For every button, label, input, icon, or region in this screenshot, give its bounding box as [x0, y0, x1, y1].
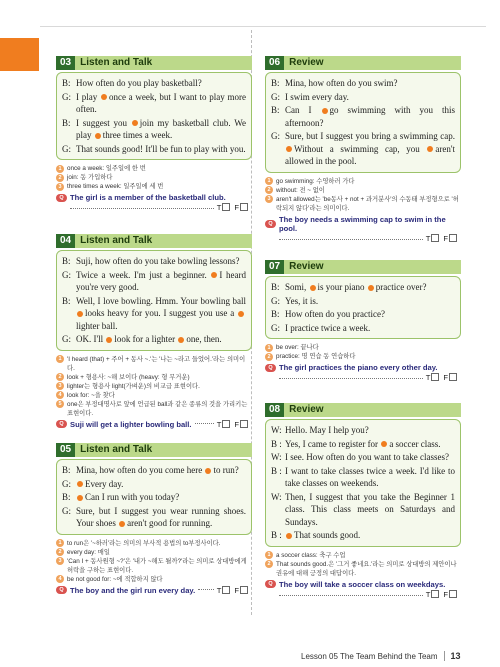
line-text: Yes, it is.: [285, 295, 319, 306]
notes-list: [56, 539, 252, 584]
dotted-leader: [279, 590, 423, 596]
true-checkbox[interactable]: [222, 203, 230, 211]
false-checkbox[interactable]: [449, 373, 457, 381]
dialogue-line: [62, 505, 246, 530]
dialogue-line: [271, 438, 455, 451]
speaker: B:: [62, 492, 71, 502]
true-false-question: [56, 193, 252, 202]
dotted-leader: [70, 203, 214, 209]
line-text: Mina, how often do you come here: [76, 465, 205, 475]
note-item: [56, 557, 252, 575]
note-number-icon: 1: [56, 355, 64, 363]
speaker: G:: [62, 505, 71, 516]
line-text: Twice a week. I'm just a beginner.: [76, 269, 211, 280]
page-footer: [301, 651, 461, 661]
section-08: [265, 403, 461, 599]
note-item: [265, 195, 461, 213]
line-text: looks heavy for you. I suggest you use a: [85, 308, 237, 318]
note-text: go swimming: 수영하러 가다: [276, 177, 355, 185]
dialogue-box: [265, 419, 461, 547]
note-number-icon: 3: [56, 557, 64, 565]
note-item: [265, 551, 461, 560]
section-number: 03: [56, 56, 75, 70]
true-checkbox[interactable]: [431, 373, 439, 381]
dialogue-line: [62, 295, 246, 333]
dialogue-box: [56, 459, 252, 535]
true-checkbox[interactable]: [431, 234, 439, 242]
section-header: [265, 403, 461, 417]
note-number-icon: 4: [56, 391, 64, 399]
note-marker-icon: [238, 311, 244, 317]
note-text: lighter는 형용사 light(가벼운)의 비교급 표현이다.: [67, 382, 200, 390]
line-text: I practice twice a week.: [285, 322, 371, 333]
line-text: Well, I love bowling. Hmm. Your bowling ball: [76, 295, 246, 306]
line-text: Then, I suggest that you take the Beginner 1 class. This class meets on Saturdays and Sundays.: [285, 491, 455, 527]
note-marker-icon: [95, 133, 101, 139]
note-marker-icon: [368, 285, 374, 291]
note-text: to run은 '~하러'라는 의미의 부사적 용법의 to부정사이다.: [67, 539, 221, 547]
false-label: F: [234, 203, 239, 212]
note-number-icon: 2: [56, 548, 64, 556]
line-text: That sounds good.: [294, 530, 361, 540]
notes-list: [265, 551, 461, 578]
note-item: [56, 382, 252, 391]
tf-answer-row: [265, 590, 461, 599]
speaker: B:: [271, 105, 280, 115]
section-header: [56, 234, 252, 248]
note-marker-icon: [286, 533, 292, 539]
true-checkbox[interactable]: [222, 420, 230, 428]
false-checkbox[interactable]: [240, 420, 248, 428]
section-number: 07: [265, 260, 284, 274]
dialogue-line: [271, 491, 455, 529]
dialogue-line: [62, 269, 246, 294]
speaker: G:: [62, 91, 71, 102]
line-text: to run?: [213, 465, 239, 475]
false-checkbox[interactable]: [449, 590, 457, 598]
note-text: a soccer class: 축구 수업: [276, 551, 346, 559]
section-number: 06: [265, 56, 284, 70]
true-false-question: [265, 363, 461, 372]
line-text: a soccer class.: [389, 438, 441, 449]
note-text: aren't allowed는 'be동사 + not + 과거분사'의 수동태 부정형으로 '허락되지 않다'라는 의미이다.: [276, 195, 459, 212]
true-label: T: [425, 233, 431, 243]
tf-question-icon: Q: [56, 420, 67, 428]
speaker: B:: [62, 465, 71, 475]
dialogue-line: [271, 91, 455, 104]
line-text: I want to take classes twice a week. I'd like to take classes on weekends.: [285, 465, 455, 488]
section-title: Listen and Talk: [75, 56, 252, 70]
dialogue-line: [271, 308, 455, 321]
note-item: [56, 539, 252, 548]
speaker: B:: [62, 295, 71, 306]
tf-question-icon: Q: [265, 220, 276, 228]
note-text: without: 전 ~ 없이: [276, 186, 325, 194]
line-text: Can I: [285, 105, 321, 115]
dialogue-line: [62, 77, 246, 90]
true-label: T: [216, 419, 222, 429]
note-text: practice: 명 연습 동 연습하다: [276, 353, 356, 360]
note-item: [265, 177, 461, 186]
section-title: Review: [284, 260, 461, 274]
speaker: W:: [271, 452, 282, 462]
note-number-icon: 3: [265, 195, 273, 203]
true-false-question: [265, 580, 461, 589]
section-title: Review: [284, 56, 461, 70]
note-item: [56, 173, 252, 182]
true-false-question: [265, 215, 461, 233]
section-number: 05: [56, 443, 75, 457]
line-text: I see. How often do you want to take classes?: [285, 452, 449, 462]
line-text: is your piano: [317, 282, 367, 292]
note-text: every day: 매일: [67, 548, 110, 556]
note-marker-icon: [106, 337, 112, 343]
true-label: T: [216, 585, 222, 595]
speaker: G:: [271, 131, 280, 141]
note-item: [56, 575, 252, 584]
dialogue-line: [62, 91, 246, 116]
speaker: G:: [62, 334, 71, 344]
dialogue-line: [62, 464, 246, 477]
line-text: go swimming with you this afternoon?: [285, 105, 455, 128]
note-number-icon: 3: [56, 382, 64, 390]
line-text: I play: [76, 91, 100, 102]
note-marker-icon: [322, 108, 328, 114]
speaker: B:: [62, 117, 71, 128]
speaker: G:: [271, 322, 280, 333]
note-number-icon: 3: [56, 183, 64, 191]
note-number-icon: 5: [56, 400, 64, 408]
note-number-icon: 1: [265, 551, 273, 559]
note-text: once a week: 일주일에 한 번: [67, 165, 146, 172]
note-item: [265, 186, 461, 195]
note-item: [56, 182, 252, 191]
note-marker-icon: [211, 272, 217, 278]
dialogue-line: [62, 333, 246, 346]
note-marker-icon: [427, 146, 433, 152]
true-false-question: [56, 586, 252, 595]
line-text: Hello. May I help you?: [285, 425, 369, 435]
line-text: I suggest you: [76, 117, 131, 128]
speaker: B:: [271, 309, 280, 319]
dialogue-line: [271, 104, 455, 129]
tf-statement: Suji will get a lighter bowling ball.: [70, 419, 192, 429]
dialogue-box: [265, 276, 461, 339]
speaker: B :: [271, 438, 282, 449]
speaker: W:: [271, 425, 282, 435]
note-marker-icon: [286, 146, 292, 152]
tf-statement: The boy will take a soccer class on weekdays.: [279, 579, 446, 589]
line-text: aren't allowed in the pool.: [285, 143, 455, 166]
tf-statement: The girl practices the piano every other day.: [279, 363, 438, 372]
note-text: be over: 끝나다: [276, 344, 319, 351]
section-header: [56, 56, 252, 70]
note-number-icon: 2: [265, 186, 273, 194]
section-header: [56, 443, 252, 457]
note-item: [56, 355, 252, 373]
dialogue-line: [271, 295, 455, 308]
notes-list: [265, 343, 461, 361]
note-item: [265, 343, 461, 352]
true-label: T: [216, 203, 222, 212]
dialogue-line: [271, 424, 455, 437]
false-checkbox[interactable]: [449, 234, 457, 242]
line-text: Mina, how often do you swim?: [285, 78, 398, 88]
line-text: I heard you're very good.: [76, 269, 247, 292]
line-text: That sounds good! It'll be fun to play with you.: [76, 143, 246, 154]
dialogue-line: [62, 143, 246, 156]
note-item: [56, 400, 252, 418]
speaker: B :: [271, 465, 282, 476]
line-text: look for a lighter: [114, 334, 178, 344]
tf-question-icon: Q: [265, 580, 276, 588]
section-title: Listen and Talk: [75, 443, 252, 457]
speaker: G:: [62, 478, 71, 489]
line-text: Can I run with you today?: [85, 492, 180, 502]
tf-question-icon: Q: [56, 194, 67, 202]
section-title: Listen and Talk: [75, 234, 252, 248]
note-item: [265, 560, 461, 578]
false-checkbox[interactable]: [240, 203, 248, 211]
note-marker-icon: [381, 441, 387, 447]
dialogue-line: [271, 130, 455, 168]
dialogue-line: [271, 529, 455, 542]
section-number: 04: [56, 234, 75, 248]
note-text: 'Can I + 동사원형 ~?'은 '내가 ~해도 될까?'라는 의미로 상대방에게 허락을 구하는 표현이다.: [67, 557, 247, 574]
page-tab: [0, 38, 39, 71]
dialogue-line: [62, 255, 246, 268]
notes-list: [56, 164, 252, 191]
note-text: join: 동 가입하다: [67, 174, 113, 181]
line-text: How often do you practice?: [285, 309, 385, 319]
speaker: G:: [271, 295, 280, 306]
page-number: 13: [450, 651, 461, 661]
note-marker-icon: [310, 285, 316, 291]
note-text: one은 부정대명사로 앞에 언급된 ball과 같은 종류의 것을 가리키는 표현이다.: [67, 400, 248, 417]
section-header: [265, 260, 461, 274]
tf-answer-row: [265, 234, 461, 243]
note-number-icon: 1: [56, 539, 64, 547]
note-marker-icon: [77, 495, 83, 501]
line-text: OK. I'll: [76, 334, 106, 344]
dotted-leader: [195, 423, 214, 424]
tf-answer-row: [265, 373, 461, 382]
line-text: Every day.: [85, 478, 124, 489]
speaker: B:: [271, 282, 280, 292]
section-number: 08: [265, 403, 284, 417]
section-header: [265, 56, 461, 70]
section-05: [56, 443, 252, 595]
false-label: F: [443, 589, 448, 599]
note-text: That sounds good.은 '그거 좋네요.'라는 의미로 상대방의 제안이나 권유에 대해 긍정의 대답이다.: [276, 560, 457, 577]
note-text: look for: ~을 찾다: [67, 391, 115, 399]
true-label: T: [425, 589, 431, 599]
dialogue-line: [271, 465, 455, 490]
binder-line: [40, 26, 486, 27]
speaker: B :: [271, 530, 282, 540]
lesson-title: Lesson 05 The Team Behind the Team: [301, 651, 438, 661]
dialogue-box: [56, 250, 252, 351]
tf-question-icon: Q: [265, 364, 276, 372]
line-text: Without a swimming cap, you: [294, 143, 427, 154]
speaker: G:: [62, 269, 71, 280]
note-marker-icon: [77, 311, 83, 317]
tf-statement: The boy needs a swimming cap to swim in the pool.: [279, 214, 446, 233]
line-text: join my basketball club. We play: [76, 117, 247, 140]
dotted-leader: [279, 234, 423, 240]
dialogue-line: [271, 77, 455, 90]
note-marker-icon: [205, 468, 211, 474]
note-marker-icon: [119, 521, 125, 527]
dotted-leader: [279, 373, 423, 379]
tf-answer-row: [56, 203, 252, 212]
tf-statement: The boy and the girl run every day.: [70, 585, 196, 595]
true-label: T: [425, 373, 431, 382]
dialogue-line: [62, 491, 246, 504]
note-item: [56, 391, 252, 400]
note-number-icon: 1: [265, 344, 273, 352]
note-item: [56, 164, 252, 173]
line-text: practice over?: [375, 282, 427, 292]
tf-question-icon: Q: [56, 586, 67, 594]
note-item: [56, 548, 252, 557]
dialogue-line: [62, 478, 246, 491]
dotted-leader: [198, 589, 214, 590]
footer-separator: [444, 651, 445, 661]
dialogue-line: [271, 322, 455, 335]
dialogue-line: [62, 117, 246, 142]
line-text: three times a week.: [102, 130, 173, 140]
speaker: G:: [62, 143, 71, 154]
line-text: aren't good for running.: [127, 518, 213, 528]
line-text: lighter ball.: [76, 320, 118, 331]
section-07: [265, 260, 461, 382]
note-number-icon: 4: [56, 575, 64, 583]
line-text: Sure, but I suggest you bring a swimming cap.: [285, 131, 455, 141]
speaker: B:: [271, 78, 280, 88]
note-item: [56, 373, 252, 382]
false-label: F: [234, 419, 239, 429]
notes-list: [56, 355, 252, 418]
note-item: [265, 352, 461, 361]
dialogue-box: [56, 72, 252, 160]
speaker: W:: [271, 491, 282, 502]
dialogue-line: [271, 281, 455, 294]
false-label: F: [234, 585, 239, 595]
section-04: [56, 234, 252, 429]
section-title: Review: [284, 403, 461, 417]
note-text: be not good for: ~에 적합하지 않다: [67, 575, 163, 583]
note-number-icon: 2: [56, 174, 64, 182]
note-number-icon: 1: [265, 177, 273, 185]
dialogue-line: [271, 451, 455, 464]
line-text: I swim every day.: [285, 91, 349, 102]
line-text: Suji, how often do you take bowling lessons?: [76, 256, 240, 266]
line-text: once a week, but I want to play more often.: [76, 91, 246, 114]
dialogue-box: [265, 72, 461, 173]
line-text: Sure, but I suggest you wear running shoes. Your shoes: [76, 505, 246, 528]
tf-statement: The girl is a member of the basketball club.: [70, 193, 226, 202]
note-marker-icon: [101, 94, 107, 100]
false-label: F: [443, 373, 448, 382]
note-number-icon: 1: [56, 165, 64, 173]
true-checkbox[interactable]: [222, 586, 230, 594]
note-number-icon: 2: [56, 373, 64, 381]
section-06: [265, 56, 461, 243]
note-number-icon: 2: [265, 353, 273, 361]
line-text: Yes, I came to register for: [285, 438, 381, 449]
true-false-question: [56, 420, 252, 429]
note-text: three times a week: 일주일에 세 번: [67, 183, 164, 190]
false-label: F: [443, 233, 448, 243]
speaker: B:: [62, 256, 71, 266]
note-marker-icon: [77, 481, 83, 487]
note-marker-icon: [132, 120, 138, 126]
line-text: Somi,: [285, 282, 309, 292]
section-03: [56, 56, 252, 212]
line-text: How often do you play basketball?: [76, 78, 202, 88]
note-number-icon: 2: [265, 560, 273, 568]
speaker: B:: [62, 78, 71, 88]
line-text: one, then.: [186, 334, 222, 344]
true-checkbox[interactable]: [431, 590, 439, 598]
note-text: look + 형용사: ~해 보이다 (heavy: 형 무거운): [67, 373, 190, 381]
note-text: 'I heard (that) + 주어 + 동사 ~.'는 '나는 ~라고 들었어.'라는 의미이다.: [67, 355, 246, 372]
speaker: G:: [271, 91, 280, 102]
notes-list: [265, 177, 461, 213]
note-marker-icon: [178, 337, 184, 343]
false-checkbox[interactable]: [240, 586, 248, 594]
